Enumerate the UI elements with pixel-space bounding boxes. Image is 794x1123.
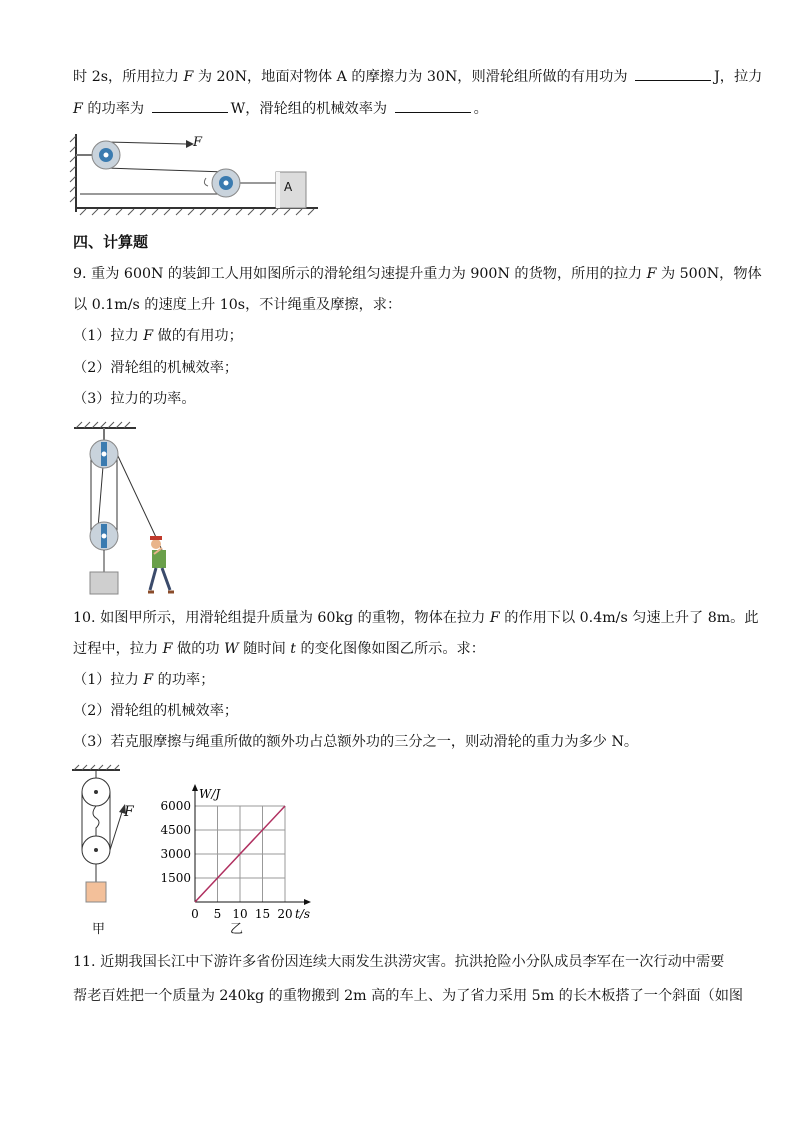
answer-blank[interactable] [635,66,711,81]
y-tick-label: 6000 [160,799,191,813]
y-tick-label: 1500 [160,871,191,885]
caption-jia: 甲 [92,922,106,937]
force-label: F [124,804,134,820]
q9-sub1: （1）拉力 F 做的有用功； [73,328,243,344]
y-tick-label: 3000 [160,847,191,861]
y-tick-label: 4500 [160,823,191,837]
q9-pulley-figure [70,418,200,598]
q10-line1: 10. 如图甲所示，用滑轮组提升质量为 60kg 的重物，物体在拉力 F 的作用下以 0.4m/s 匀速上升了 8m。此 [73,610,759,626]
section-title: 四、计算题 [73,233,149,251]
force-label: F [193,135,203,150]
x-tick-label: 10 [232,907,248,921]
q11-line1: 11. 近期我国长江中下游许多省份因连续大雨发生洪涝灾害。抗洪抢险小分队成员李军在一次行动中需要 [73,954,725,970]
q8-line1: 时 2s，所用拉力 F 为 20N，地面对物体 A 的摩擦力为 30N，则滑轮组所做的有用功为 J，拉力 [73,66,762,87]
answer-blank[interactable] [152,98,228,113]
q9-sub3: （3）拉力的功率。 [73,391,196,407]
q10-pulley-figure-jia [70,764,140,914]
q10-line2: 过程中，拉力 F 做的功 W 随时间 t 的变化图像如图乙所示。求： [73,641,485,657]
q9-line2: 以 0.1m/s 的速度上升 10s，不计绳重及摩擦，求： [73,297,402,313]
x-tick-label: 0 [191,907,199,921]
x-tick-label: 5 [213,907,222,921]
work-time-chart [155,778,325,938]
answer-blank[interactable] [395,98,471,113]
x-tick-label: 20 [277,907,293,921]
q9-line1: 9. 重为 600N 的装卸工人用如图所示的滑轮组匀速提升重力为 900N 的货物，所用的拉力 F 为 500N，物体 [73,266,762,282]
q10-sub1: （1）拉力 F 的功率； [73,672,215,688]
x-axis-arrow [304,899,311,905]
q10-sub3: （3）若克服摩擦与绳重所做的额外功占总额外功的三分之一，则动滑轮的重力为多少 N。 [73,734,639,750]
x-axis-label: t/s [295,907,311,921]
caption-yi: 乙 [230,922,244,937]
block-label: A [284,180,293,194]
q9-sub2: （2）滑轮组的机械效率； [73,360,239,376]
x-tick-label: 15 [254,907,271,921]
q8-line2: F 的功率为 W，滑轮组的机械效率为 。 [73,98,488,119]
q11-line2: 帮老百姓把一个质量为 240kg 的重物搬到 2m 高的车上、为了省力采用 5m 的长木板搭了一个斜面（如图 [73,988,744,1004]
y-axis-arrow [192,784,198,791]
q10-sub2: （2）滑轮组的机械效率； [73,703,239,719]
y-axis-label: W/J [199,787,221,801]
